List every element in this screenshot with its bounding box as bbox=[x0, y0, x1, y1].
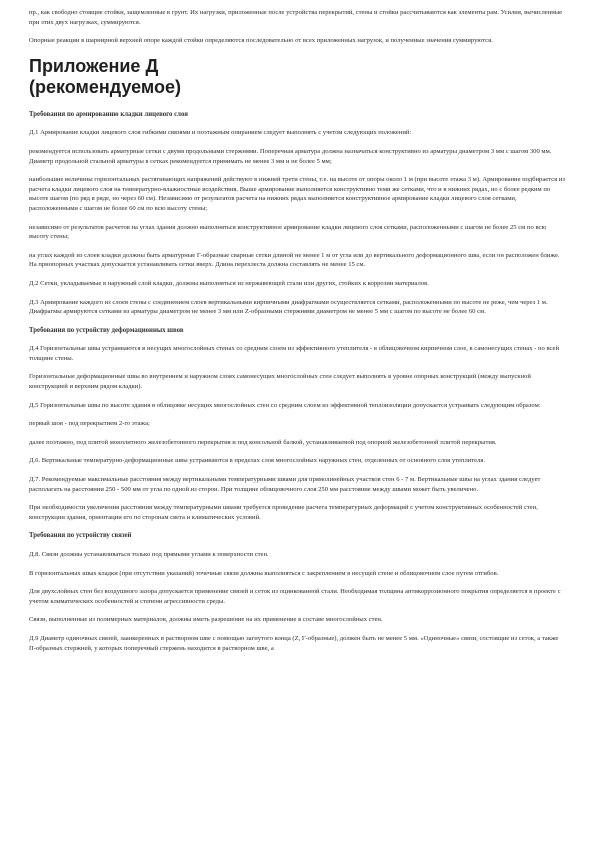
body-paragraph: Связи, выполненные из полимерных материалов, должны иметь разрешение на их применение в составе многослойных стен. bbox=[29, 616, 383, 624]
body-paragraph: пр., как свободно стоящие стойки, защемленные в грунт. Их нагрузки, приложенные после устройства перекрытий, стены и стойки рассчитываются как элементы рам. Усилия, вычисленные при этих двух нагрузках, суммируются. bbox=[29, 9, 563, 26]
appendix-subtitle: (рекомендуемое) bbox=[29, 76, 181, 97]
body-paragraph: Д.9 Диаметр одиночных связей, заанкеренных в растворном шве с помощью загнутого конца (Z, Г-образные), должен быть не менее 5 мм. «Одиночные» связи, состоящие из сеток, а также П-образных стержней, у которых поперечный стержень находится в растворном шве, а bbox=[29, 634, 559, 652]
body-paragraph: При необходимости увеличения расстояния между температурными швами требуется проведение расчета температурных деформаций с учетом конструктивных особенностей стен, конструкции здания, ориентации его по сторонам света и климатических условий. bbox=[29, 504, 538, 521]
section-heading-joints: Требования по устройству деформационных швов bbox=[29, 326, 184, 334]
body-paragraph: В горизонтальных швах кладки (при отсутствии указаний) точечные связи должны выполняться с закреплением в несущей стене и облицовочном слое путем отгибов. bbox=[29, 569, 499, 577]
section-heading-ties: Требования по устройству связей bbox=[29, 532, 132, 540]
appendix-title: Приложение Д bbox=[29, 55, 159, 76]
body-paragraph: Д.6. Вертикальные температурно-деформационные швы устраиваются в пределах слоя многослойных наружных стен, отделенных от основного слоя утеплителя. bbox=[29, 457, 486, 465]
body-paragraph: Горизонтальные деформационные швы во внутреннем и наружном слоях самонесущих многослойных стен следует выполнять в уровне опорных конструкций (между выпускной конструкцией и верхним рядом кладки). bbox=[29, 373, 531, 391]
body-paragraph: независимо от результатов расчетов на углах здания должно выполняться конструктивное армирование кладки лицевого слоя сетками, расположенными с шагом не более 25 см по всю высоту стены; bbox=[29, 223, 547, 241]
body-paragraph: Для двухслойных стен без воздушного зазора допускается применение связей и сеток из оцинкованной стали. Необходимая толщина антикоррозионного покрытия определяется в проекте с учетом климатических особенностей и степени агрессивности среды. bbox=[29, 588, 561, 605]
body-paragraph: Д.8. Связи должны устанавливаться только под прямыми углами к поверхности стен. bbox=[29, 551, 269, 558]
body-paragraph: Д.5 Горизонтальные швы по высоте здания в облицовке несущих многослойных стен со средним слоем из эффективной теплоизоляции допускается устраивать следующим образом: bbox=[29, 401, 541, 409]
body-paragraph: Опорные реакции в шарнирной верхней опоре каждой стойки определяются последовательно от всех приложенных нагрузок, и полученные значения суммируются. bbox=[29, 37, 493, 45]
section-heading-reinforcement: Требования по армированию кладки лицевого слоя bbox=[29, 110, 188, 118]
body-paragraph: Д.1 Армирование кладки лицевого слоя гибкими связями и поэтажным опиранием следует выполнять с учетом следующих положений: bbox=[29, 129, 412, 137]
body-paragraph: далее поэтажно, под плитой монолитного железобетонного перекрытия и под консольной балкой, устанавливаемой под опорной железобетонной плитой перекрытия. bbox=[29, 438, 497, 446]
body-paragraph: на углах каждой из слоев кладки должны быть арматурные Г-образные сварные сетки длиной не менее 1 м от угла или до вертикального деформационного шва, если он расположен ближе. На приопорных участках допускается устанавливать сетки вверх. Длина перехлеста должна составлять не менее 15 см. bbox=[29, 251, 560, 269]
body-paragraph: наибольшие величины горизонтальных растягивающих напряжений действуют в нижней трети стены, т.е. на высоте от опоры около 1 м (при высоте этажа 3 м). Армирование подбирается из расчета кладки лицевого слоя на температурно-влажностные воздействия. Выше армирование выполняется конструктивно теми же сетками, что и в нижних рядах, но с более редким по высоте шагом (по ряд в ряде, но через 60 см). Независимо от результатов расчета на нижних рядах выполняется конструктивное армирование кладки лицевого слоя сетками, расположенными с шагом не более 60 см по всю высоту стены; bbox=[29, 176, 565, 212]
body-paragraph: первый шов - под перекрытием 2-го этажа; bbox=[29, 420, 150, 428]
body-paragraph: Д.3 Армирование каждого из слоев стены с соединением слоев вертикальными кирпичными диафрагмами осуществляется сетками, расположенными по высоте не реже, чем через 1 м. Диафрагмы армируются сетками из арматуры диаметром не менее 3 мм или Z-образными стержнями диаметром не менее 5 мм с шагом по высоте не более 60 см. bbox=[29, 298, 548, 316]
body-paragraph: Д.2 Сетки, укладываемые в наружный слой кладки, должны выполняться из нержавеющей стали или других, стойких к коррозии материалов. bbox=[29, 279, 429, 287]
body-paragraph: рекомендуется использовать арматурные сетки с двумя продольными стержнями. Поперечная арматура должна назначаться конструктивно из арматуры диаметром 3 мм с шагом 300 мм. Диаметр продольной стальной арматуры в сетках рекомендуется принимать не менее 3 мм и не более 5 мм; bbox=[29, 147, 552, 165]
body-paragraph: Д.4 Горизонтальные швы устраиваются в несущих многослойных стенах со средним слоем из эффективного утеплителя - в облицовочном кирпичном слое, в самонесущих стенах - по всей толщине стены. bbox=[29, 345, 560, 362]
body-paragraph: Д.7. Рекомендуемые максимальные расстояния между вертикальными температурными швами для прямолинейных участков стен 6 - 7 м. Вертикальные швы на углах здания следует располагать на расстоянии 250 - 500 мм от угла по одной из сторон. При толщине облицовочного слоя 250 мм расстояние между швами может быть увеличено. bbox=[29, 476, 541, 493]
